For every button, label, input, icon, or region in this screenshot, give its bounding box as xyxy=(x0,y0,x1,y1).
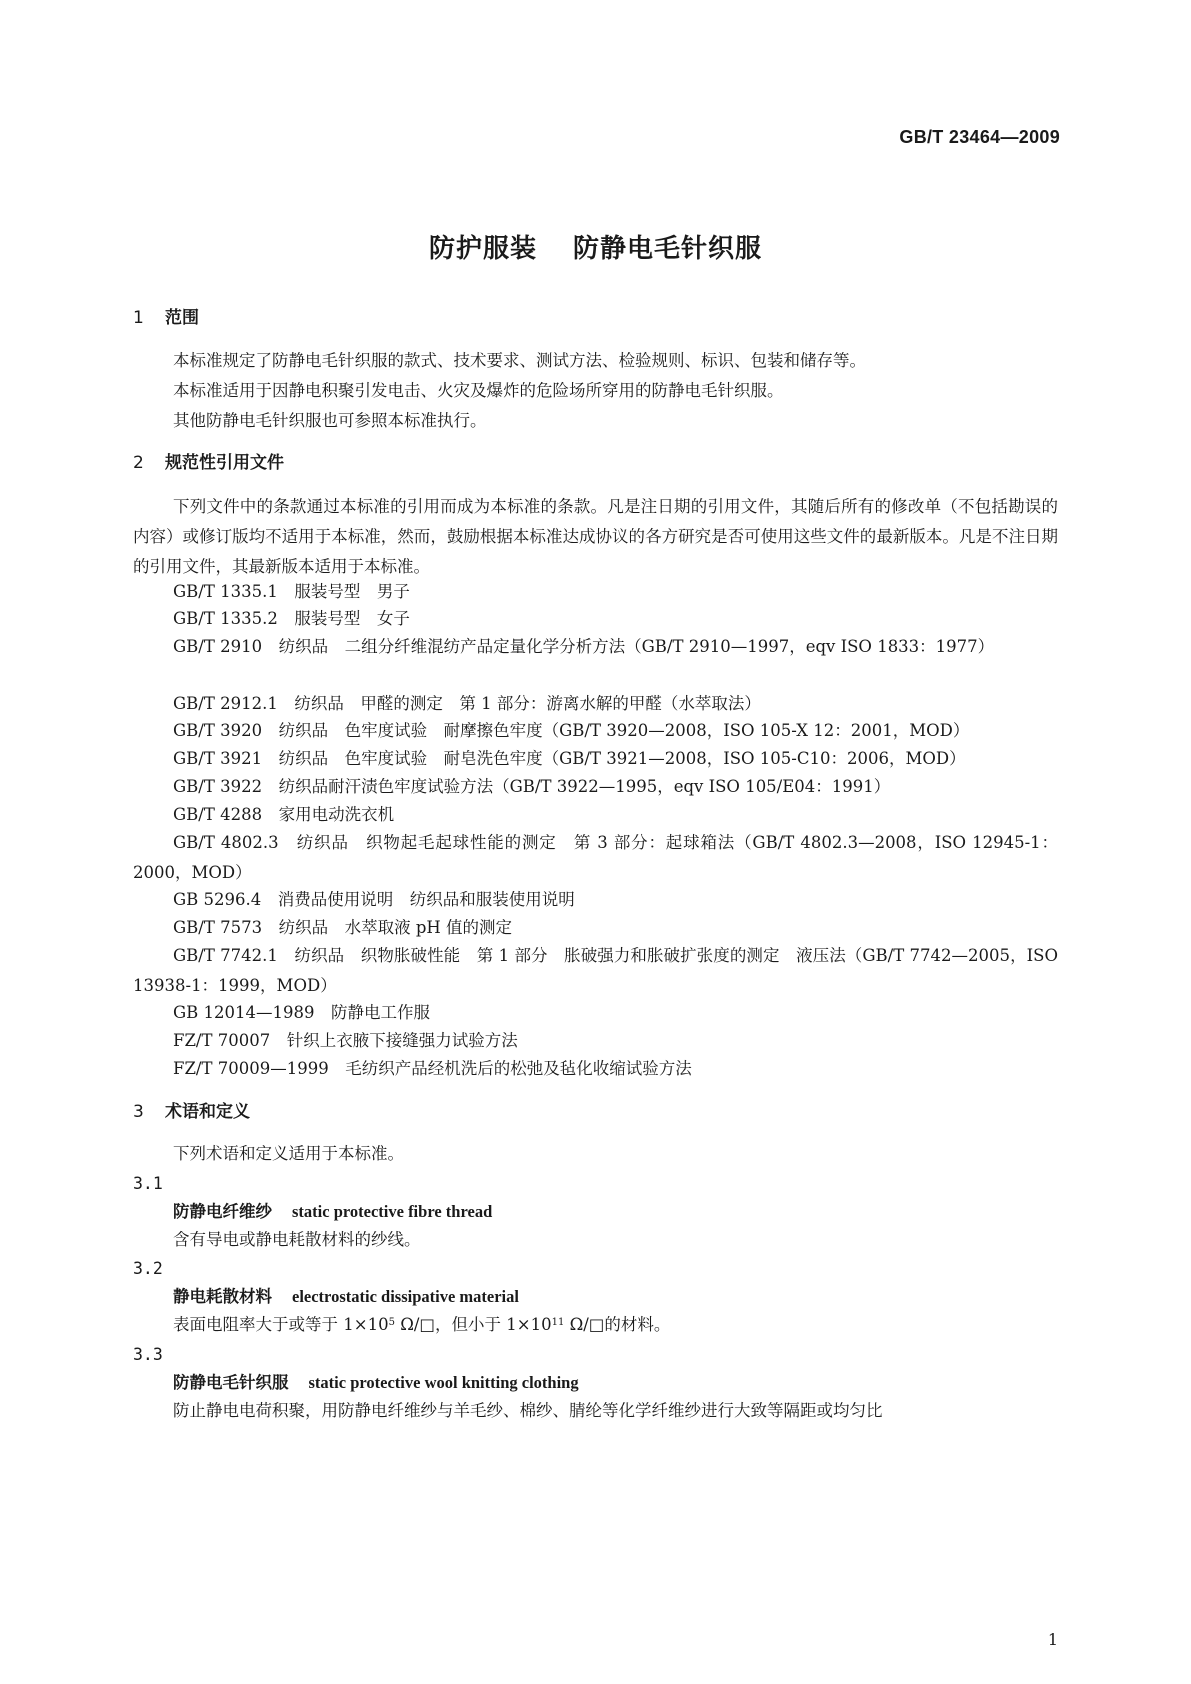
standard-code: GB/T 23464—2009 xyxy=(899,127,1060,147)
reference-item: GB 12014—1989 防静电工作服 xyxy=(173,1003,431,1022)
term-en: static protective fibre thread xyxy=(292,1202,493,1221)
section-heading-1 xyxy=(133,308,199,328)
reference-item: GB/T 1335.2 服装号型 女子 xyxy=(173,609,410,628)
paragraph: 下列文件中的条款通过本标准的引用而成为本标准的条款。凡是注日期的引用文件，其随后所有的修改单（不包括勘误的内容）或修订版均不适用于本标准，然而，鼓励根据本标准达成协议的各方研究是否可使用这些文件的最新版本。凡是不注日期的引用文件，其最新版本适用于本标准。 xyxy=(133,497,1058,576)
section-number: 2 xyxy=(133,453,144,473)
reference-item: GB/T 7573 纺织品 水萃取液 pH 值的测定 xyxy=(173,918,513,937)
term-definition xyxy=(173,1315,1058,1335)
exponent: 11 xyxy=(551,1317,565,1328)
definition-text: Ω/□的材料。 xyxy=(564,1315,671,1334)
definition-text: Ω/□，但小于 1×10 xyxy=(394,1315,552,1334)
reference-item: GB/T 4802.3 纺织品 织物起毛起球性能的测定 第 3 部分：起球箱法（GB/T 4802.3—2008，ISO 12945-1：2000，MOD） xyxy=(133,833,1058,882)
reference-item: GB/T 2910 纺织品 二组分纤维混纺产品定量化学分析方法（GB/T 2910—1997，eqv ISO 1833：1977） xyxy=(173,637,995,656)
term-definition: 防止静电电荷积聚，用防静电纤维纱与羊毛纱、棉纱、腈纶等化学纤维纱进行大致等隔距或均匀比 xyxy=(173,1401,883,1420)
reference-item: GB/T 1335.1 服装号型 男子 xyxy=(173,582,410,601)
reference-item: GB/T 7742.1 纺织品 织物胀破性能 第 1 部分 胀破强力和胀破扩张度的测定 液压法（GB/T 7742—2005，ISO 13938-1：1999，MOD） xyxy=(133,946,1058,995)
term-cn: 防静电毛针织服 xyxy=(173,1373,289,1392)
paragraph: 本标准适用于因静电积聚引发电击、火灾及爆炸的危险场所穿用的防静电毛针织服。 xyxy=(173,381,784,400)
paragraph: 其他防静电毛针织服也可参照本标准执行。 xyxy=(173,411,487,430)
subclause-number: 3.1 xyxy=(133,1174,163,1193)
term-definition: 含有导电或静电耗散材料的纱线。 xyxy=(173,1230,421,1249)
definition-text: 表面电阻率大于或等于 1×10 xyxy=(173,1315,389,1334)
term-title xyxy=(173,1373,579,1393)
section-heading-2 xyxy=(133,453,284,473)
reference-item: GB/T 3920 纺织品 色牢度试验 耐摩擦色牢度（GB/T 3920—2008，ISO 105-X 12：2001，MOD） xyxy=(173,721,970,740)
section-title: 术语和定义 xyxy=(165,1102,250,1122)
reference-item: GB/T 3922 纺织品耐汗渍色牢度试验方法（GB/T 3922—1995，eqv ISO 105/E04：1991） xyxy=(173,777,891,796)
term-title xyxy=(173,1287,519,1307)
exponent: 5 xyxy=(388,1317,395,1328)
section-heading-3 xyxy=(133,1102,250,1122)
term-en: electrostatic dissipative material xyxy=(292,1287,519,1306)
section-title: 规范性引用文件 xyxy=(165,453,284,473)
title-part-2: 防静电毛针织服 xyxy=(573,234,763,264)
document-title xyxy=(0,228,1191,265)
section-number: 3 xyxy=(133,1102,144,1122)
reference-item: GB 5296.4 消费品使用说明 纺织品和服装使用说明 xyxy=(173,890,575,909)
page-number: 1 xyxy=(1047,1630,1058,1649)
term-cn: 防静电纤维纱 xyxy=(173,1202,272,1221)
subclause-number: 3.2 xyxy=(133,1259,163,1278)
reference-item: FZ/T 70009—1999 毛纺织产品经机洗后的松弛及毡化收缩试验方法 xyxy=(173,1059,692,1078)
term-en: static protective wool knitting clothing xyxy=(308,1373,579,1392)
paragraph: 本标准规定了防静电毛针织服的款式、技术要求、测试方法、检验规则、标识、包装和储存等。 xyxy=(173,351,866,370)
section-title: 范围 xyxy=(165,308,199,328)
subclause-number: 3.3 xyxy=(133,1345,163,1364)
reference-item: GB/T 3921 纺织品 色牢度试验 耐皂洗色牢度（GB/T 3921—2008，ISO 105-C10：2006，MOD） xyxy=(173,749,966,768)
paragraph: 下列术语和定义适用于本标准。 xyxy=(173,1144,404,1163)
title-part-1: 防护服装 xyxy=(428,234,537,264)
term-title xyxy=(173,1202,492,1222)
reference-item: GB/T 2912.1 纺织品 甲醛的测定 第 1 部分：游离水解的甲醛（水萃取法） xyxy=(173,694,761,713)
term-cn: 静电耗散材料 xyxy=(173,1287,272,1306)
section-number: 1 xyxy=(133,308,144,328)
reference-item: GB/T 4288 家用电动洗衣机 xyxy=(173,805,395,824)
reference-item: FZ/T 70007 针织上衣腋下接缝强力试验方法 xyxy=(173,1031,518,1050)
